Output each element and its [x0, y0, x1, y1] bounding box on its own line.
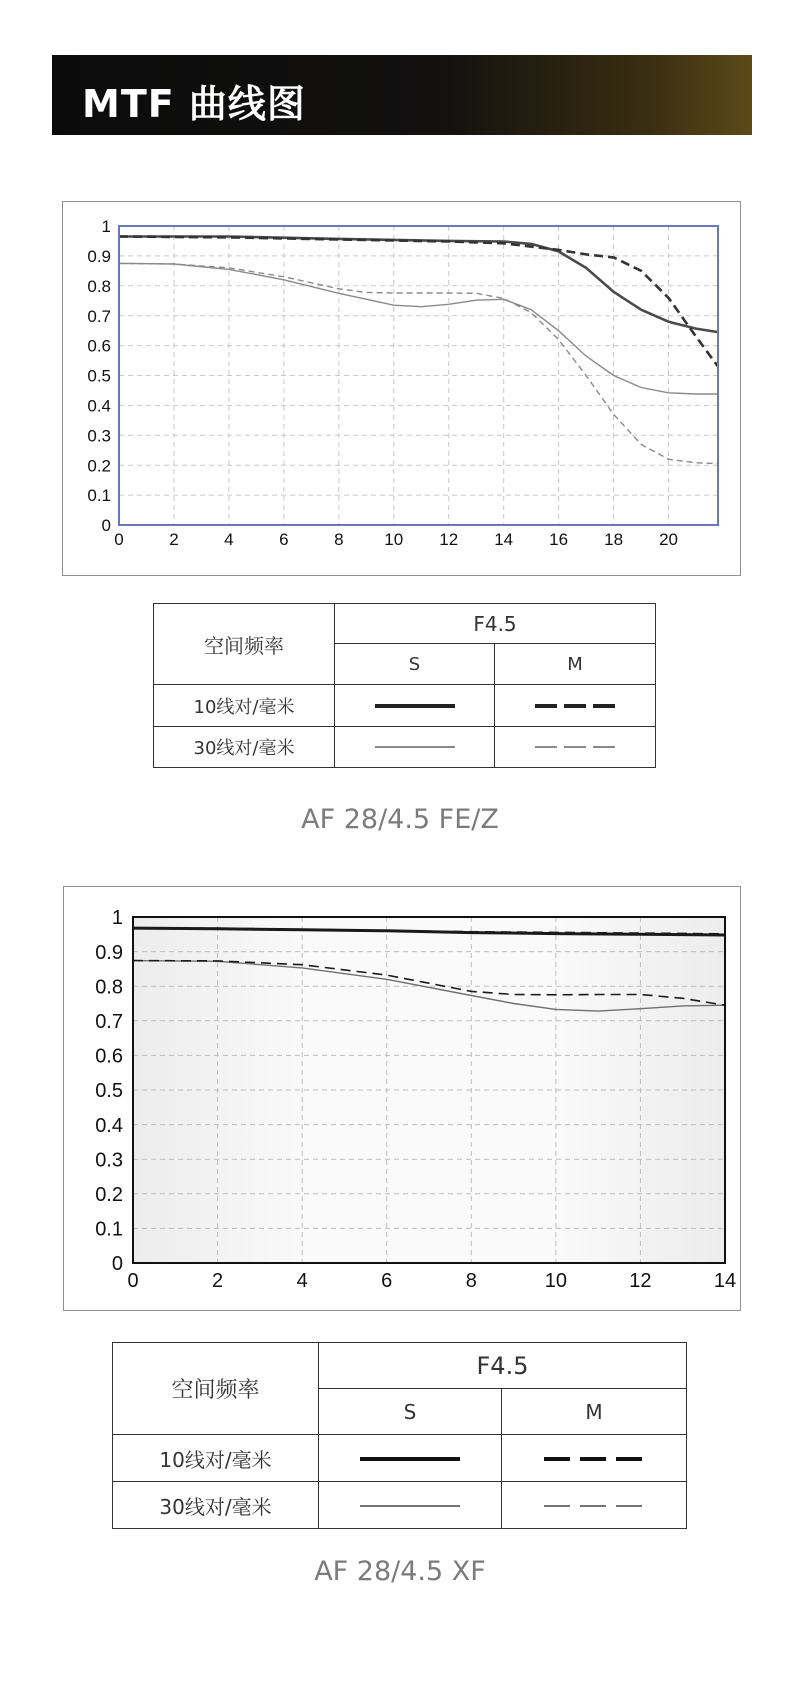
- legend-2-col-s: S: [319, 1389, 502, 1435]
- series-line-3: [119, 263, 718, 394]
- y-tick-label: 0.7: [95, 1011, 123, 1033]
- y-tick-label: 0.6: [87, 336, 111, 356]
- series-line-4: [119, 263, 718, 463]
- legend-table-2: [112, 1342, 687, 1529]
- x-tick-label: 10: [544, 1270, 567, 1292]
- legend-2-aperture: F4.5: [319, 1343, 687, 1389]
- legend-2-row-10lp: 10线对/毫米: [113, 1435, 319, 1482]
- legend-2-row-30lp: 30线对/毫米: [113, 1482, 319, 1529]
- legend-1-row-30lp: 30线对/毫米: [154, 726, 335, 767]
- x-tick-label: 14: [713, 1270, 737, 1292]
- page-title: MTF 曲线图: [82, 82, 306, 126]
- y-tick-label: 0.2: [95, 1184, 123, 1206]
- caption-1: AF 28/4.5 FE/Z: [301, 804, 499, 835]
- y-tick-label: 0.4: [87, 396, 111, 416]
- chart-2-frame: [63, 886, 741, 1311]
- legend-2-swatch-30-s: [319, 1482, 502, 1529]
- x-tick-label: 2: [212, 1270, 224, 1292]
- plot-background: [133, 917, 725, 1263]
- x-tick-label: 8: [465, 1270, 477, 1292]
- y-tick-label: 1: [101, 217, 111, 237]
- x-tick-label: 8: [334, 530, 344, 549]
- caption-2: AF 28/4.5 XF: [314, 1556, 486, 1587]
- legend-2-swatch-10-m: [502, 1435, 687, 1482]
- x-tick-label: 12: [439, 530, 459, 549]
- y-tick-label: 0: [101, 516, 111, 536]
- legend-2-spatial-label: 空间频率: [113, 1343, 319, 1435]
- legend-2-swatch-10-s: [319, 1435, 502, 1482]
- x-tick-label: 20: [659, 530, 679, 549]
- y-tick-label: 0.5: [95, 1080, 123, 1103]
- legend-1-swatch-30-m: [495, 726, 656, 767]
- chart-1-frame: [62, 201, 741, 576]
- x-tick-label: 4: [296, 1270, 308, 1292]
- x-tick-label: 18: [604, 530, 624, 549]
- y-tick-label: 0.9: [95, 941, 123, 964]
- x-tick-label: 2: [169, 530, 179, 549]
- y-tick-label: 0.1: [95, 1218, 123, 1241]
- y-tick-label: 0.4: [95, 1114, 123, 1137]
- y-tick-label: 0.8: [87, 276, 111, 296]
- y-tick-label: 0.3: [87, 426, 111, 446]
- x-tick-label: 14: [494, 530, 514, 549]
- y-tick-label: 0: [111, 1253, 123, 1276]
- legend-2-col-m: M: [502, 1389, 687, 1435]
- x-tick-label: 10: [384, 530, 404, 549]
- chart-2: [64, 887, 740, 1310]
- y-tick-label: 1: [111, 907, 123, 930]
- y-tick-label: 0.9: [87, 247, 111, 267]
- chart-1: [63, 202, 740, 575]
- y-tick-label: 0.1: [87, 486, 111, 506]
- legend-1-spatial-label: 空间频率: [154, 604, 335, 685]
- x-tick-label: 16: [549, 530, 569, 549]
- y-tick-label: 0.6: [95, 1045, 123, 1068]
- legend-2-swatch-30-m: [502, 1482, 687, 1529]
- x-tick-label: 4: [224, 530, 234, 549]
- legend-1-row-10lp: 10线对/毫米: [154, 685, 335, 726]
- legend-1-swatch-30-s: [335, 726, 495, 767]
- y-tick-label: 0.8: [95, 976, 123, 999]
- x-tick-label: 0: [127, 1270, 139, 1292]
- legend-1-col-s: S: [335, 644, 495, 685]
- y-tick-label: 0.3: [95, 1149, 123, 1172]
- x-tick-label: 6: [381, 1270, 393, 1292]
- header-banner: [52, 55, 752, 135]
- y-tick-label: 0.5: [87, 366, 111, 386]
- x-tick-label: 0: [114, 530, 124, 549]
- legend-1-swatch-10-s: [335, 685, 495, 726]
- series-line-1: [119, 237, 718, 333]
- legend-1-swatch-10-m: [495, 685, 656, 726]
- y-tick-label: 0.2: [87, 456, 111, 476]
- x-tick-label: 12: [629, 1270, 652, 1292]
- y-tick-label: 0.7: [87, 306, 111, 326]
- legend-table-1: [153, 603, 656, 768]
- legend-1-aperture: F4.5: [335, 604, 656, 644]
- legend-1-col-m: M: [495, 644, 656, 685]
- grid: [119, 226, 718, 525]
- x-tick-label: 6: [279, 530, 289, 549]
